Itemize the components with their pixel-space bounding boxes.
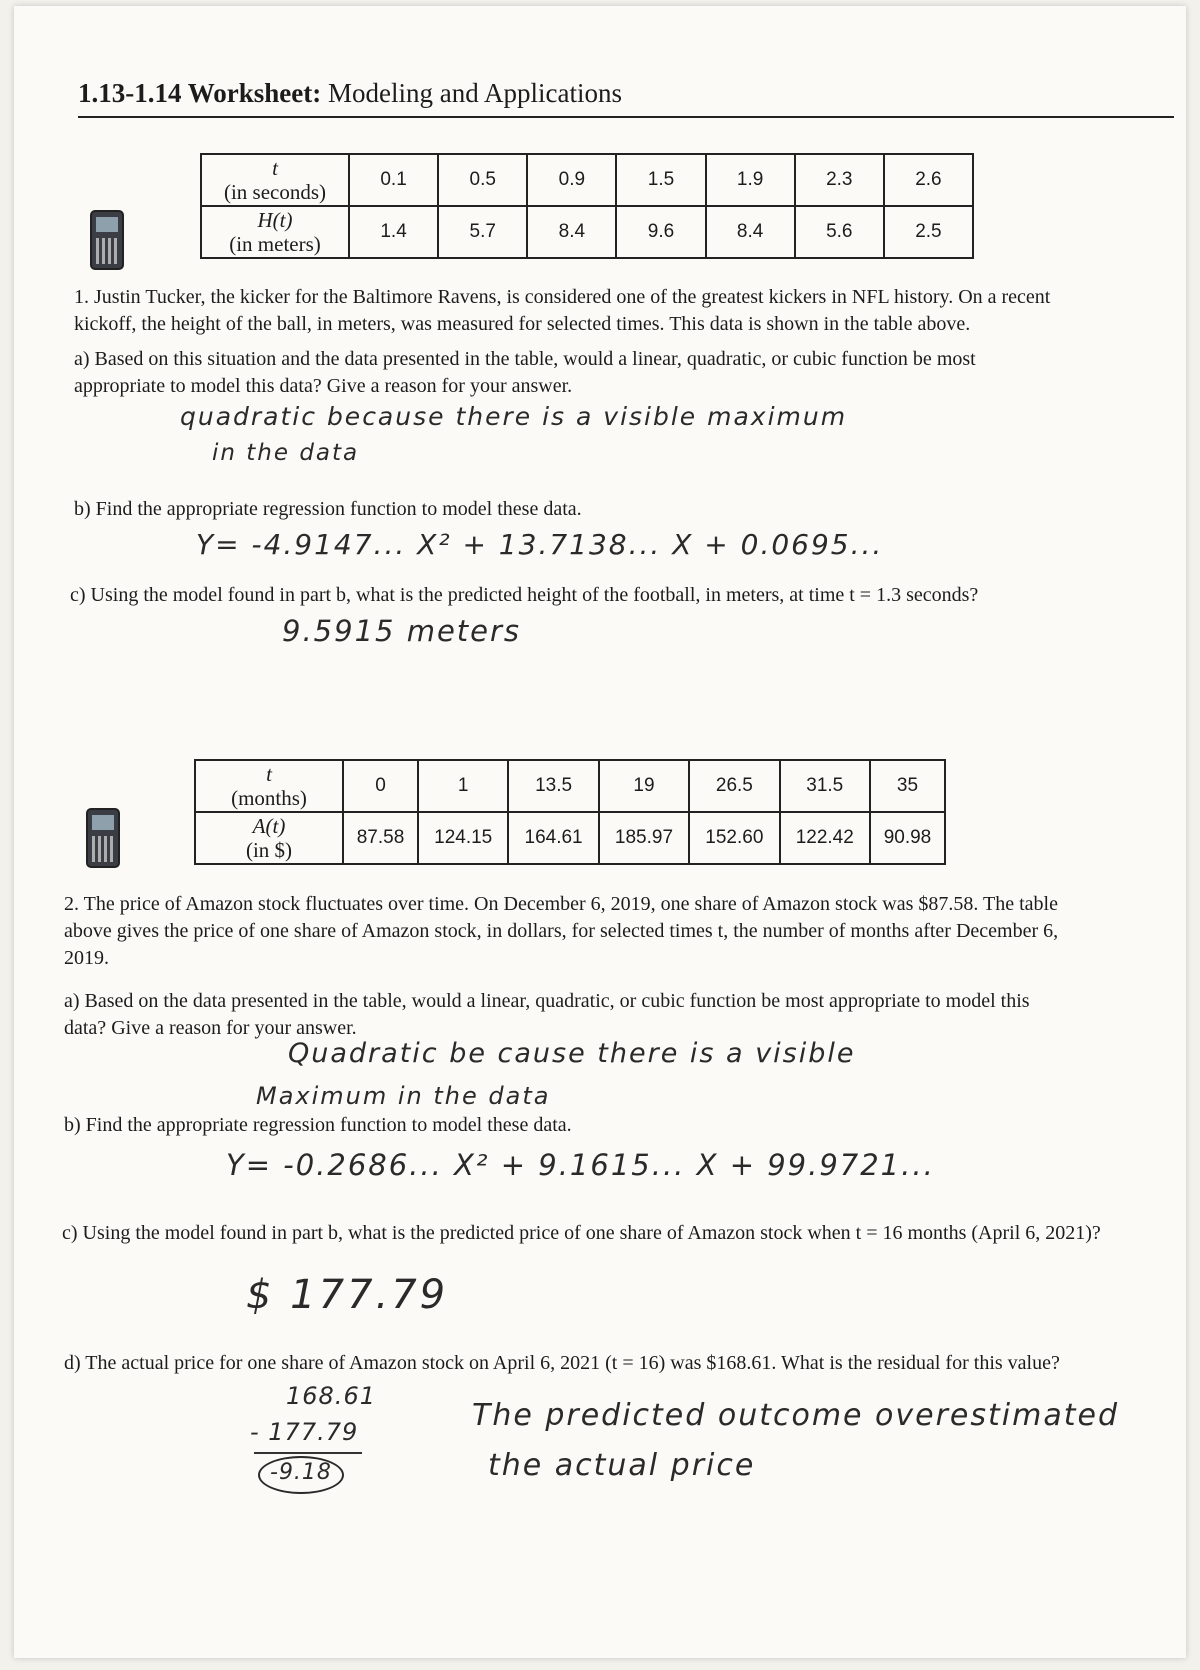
- question-2d: d) The actual price for one share of Amazon stock on April 6, 2021 (t = 16) was $168.61. What is the residual for this value?: [64, 1352, 1060, 1374]
- table-row-header: A(t) (in $): [195, 812, 343, 864]
- residual-work-subtract: - 177.79: [250, 1418, 359, 1446]
- table-cell: 8.4: [527, 206, 616, 258]
- table-cell: 90.98: [870, 812, 945, 864]
- table-cell: 164.61: [508, 812, 598, 864]
- amazon-stock-table: [194, 759, 946, 865]
- table-cell: 0: [343, 760, 418, 812]
- table-cell: 31.5: [780, 760, 870, 812]
- kick-height-table: [200, 153, 974, 259]
- table-cell: 0.5: [438, 154, 527, 206]
- question-2a: a) Based on the data presented in the table, would a linear, quadratic, or cubic function be most appropriate to model this data? Give a reason for your answer.: [64, 990, 1030, 1039]
- table-cell: 5.7: [438, 206, 527, 258]
- answer-2d-line1: The predicted outcome overestimated: [472, 1398, 1119, 1433]
- table-cell: 13.5: [508, 760, 598, 812]
- table-row-header: t (months): [195, 760, 343, 812]
- page-title: 1.13-1.14 Worksheet: Modeling and Applications: [78, 78, 622, 108]
- residual-result: -9.18: [270, 1460, 332, 1485]
- table-cell: 2.6: [884, 154, 973, 206]
- question-1b: b) Find the appropriate regression function to model these data.: [74, 498, 582, 520]
- table-row-header: H(t) (in meters): [201, 206, 349, 258]
- question-2b: b) Find the appropriate regression function to model these data.: [64, 1114, 572, 1136]
- table-cell: 2.3: [795, 154, 884, 206]
- title-divider: [78, 116, 1174, 118]
- question-1-intro: 1. Justin Tucker, the kicker for the Baltimore Ravens, is considered one of the greatest kickers in NFL history. On a recent kickoff, the height of the ball, in meters, was measured for selected times. This data is shown in the table above.: [74, 286, 1051, 335]
- table-cell: 26.5: [689, 760, 779, 812]
- table-cell: 9.6: [616, 206, 705, 258]
- table-cell: 87.58: [343, 812, 418, 864]
- table-cell: 1.5: [616, 154, 705, 206]
- calculator-icon: [90, 210, 124, 270]
- answer-2d-line2: the actual price: [488, 1448, 756, 1483]
- answer-1a-line2: in the data: [212, 440, 360, 466]
- table-cell: 5.6: [795, 206, 884, 258]
- table-cell: 1: [418, 760, 508, 812]
- table-cell: 0.9: [527, 154, 616, 206]
- question-2c: c) Using the model found in part b, what is the predicted price of one share of Amazon stock when t = 16 months (April 6, 2021)?: [62, 1222, 1101, 1244]
- question-1c: c) Using the model found in part b, what is the predicted height of the football, in meters, at time t = 1.3 seconds?: [70, 584, 979, 606]
- table-cell: 185.97: [599, 812, 689, 864]
- table-cell: 0.1: [349, 154, 438, 206]
- answer-2c: $ 177.79: [246, 1272, 449, 1318]
- answer-2a-line1: Quadratic be cause there is a visible: [288, 1038, 856, 1069]
- table-cell: 35: [870, 760, 945, 812]
- answer-2a-line2: Maximum in the data: [256, 1082, 551, 1110]
- question-1a: a) Based on this situation and the data presented in the table, would a linear, quadratic, or cubic function be most appropriate to model this data? Give a reason for your answer.: [74, 348, 976, 397]
- table-row-header: t (in seconds): [201, 154, 349, 206]
- residual-work-top: 168.61: [286, 1382, 376, 1410]
- table-cell: 1.9: [706, 154, 795, 206]
- table-cell: 124.15: [418, 812, 508, 864]
- table-cell: 122.42: [780, 812, 870, 864]
- answer-1a-line1: quadratic because there is a visible maximum: [180, 402, 848, 431]
- answer-1b: Y= -4.9147... X² + 13.7138... X + 0.0695...: [196, 528, 884, 561]
- table-cell: 1.4: [349, 206, 438, 258]
- answer-1c: 9.5915 meters: [282, 614, 522, 648]
- table-cell: 19: [599, 760, 689, 812]
- answer-2b: Y= -0.2686... X² + 9.1615... X + 99.9721...: [226, 1148, 935, 1182]
- table-cell: 8.4: [706, 206, 795, 258]
- table-cell: 152.60: [689, 812, 779, 864]
- calculator-icon: [86, 808, 120, 868]
- question-2-intro: 2. The price of Amazon stock fluctuates over time. On December 6, 2019, one share of Amazon stock was $87.58. The table above gives the price of one share of Amazon stock, in dollars, for selected times t, the number of months after December 6, 2019.: [64, 893, 1059, 969]
- table-cell: 2.5: [884, 206, 973, 258]
- residual-work-rule: [254, 1452, 362, 1454]
